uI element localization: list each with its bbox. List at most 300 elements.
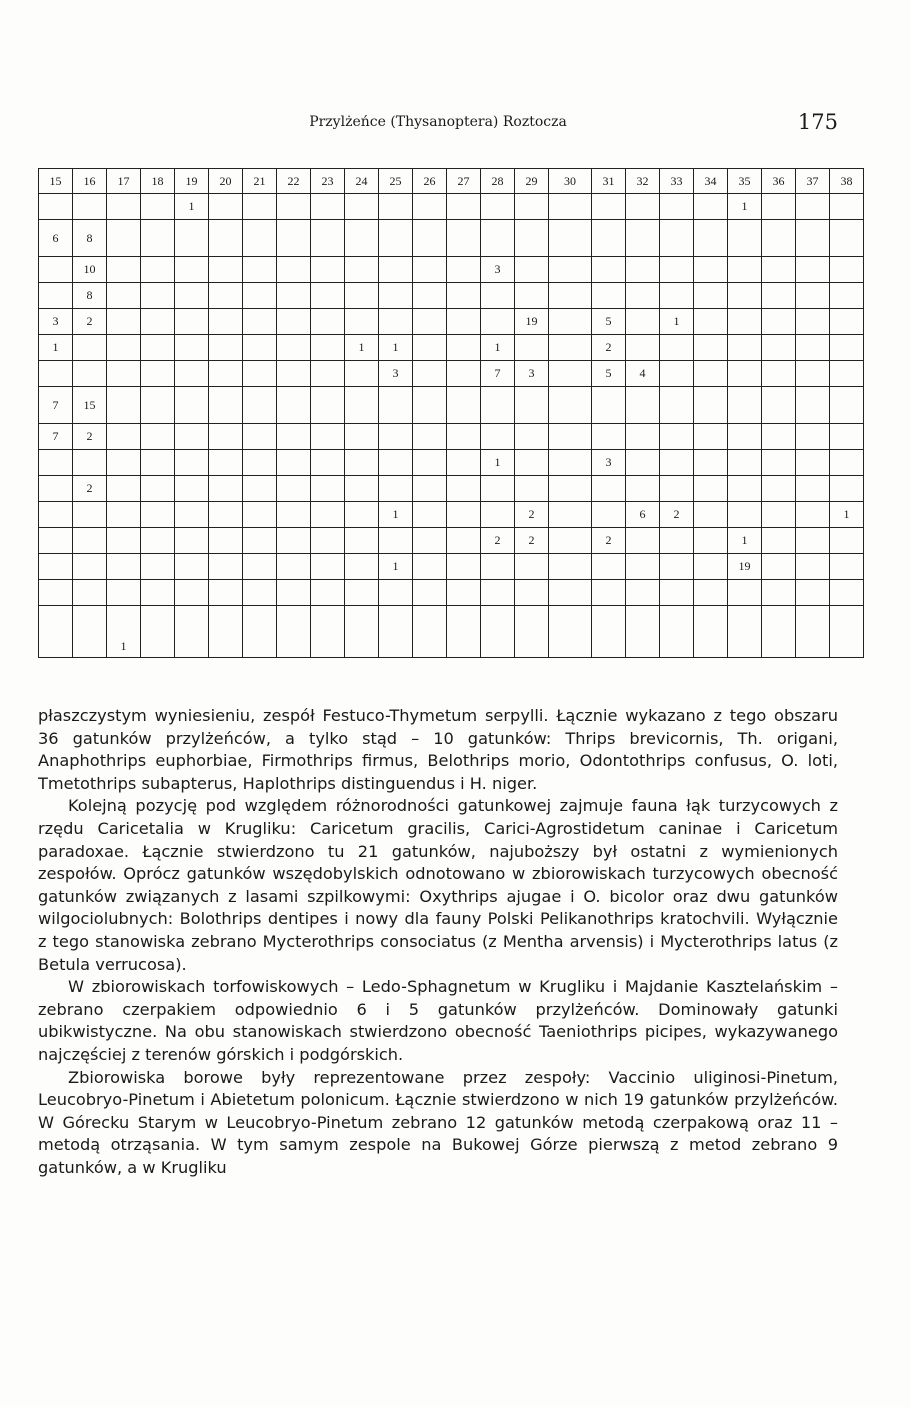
table-cell	[660, 528, 694, 554]
column-header: 24	[345, 169, 379, 194]
table-cell: 2	[592, 335, 626, 361]
table-cell: 10	[73, 257, 107, 283]
table-cell	[660, 257, 694, 283]
table-cell	[660, 424, 694, 450]
table-cell	[413, 257, 447, 283]
table-cell	[311, 528, 345, 554]
table-cell	[447, 450, 481, 476]
table-cell	[762, 361, 796, 387]
table-cell	[549, 580, 592, 606]
table-cell	[277, 257, 311, 283]
table-cell	[345, 220, 379, 257]
table-cell	[830, 387, 864, 424]
table-cell	[796, 309, 830, 335]
table-cell	[447, 424, 481, 450]
table-cell	[762, 554, 796, 580]
table-cell	[796, 580, 830, 606]
table-cell	[728, 424, 762, 450]
table-cell	[694, 554, 728, 580]
table-cell	[413, 606, 447, 658]
table-cell	[141, 283, 175, 309]
table-cell	[447, 580, 481, 606]
table-cell	[694, 257, 728, 283]
table-cell	[830, 450, 864, 476]
table-cell	[694, 283, 728, 309]
table-cell	[762, 283, 796, 309]
table-cell	[243, 194, 277, 220]
column-header: 18	[141, 169, 175, 194]
table-cell	[762, 476, 796, 502]
table-cell	[447, 194, 481, 220]
table-cell	[243, 450, 277, 476]
column-header: 22	[277, 169, 311, 194]
column-header: 34	[694, 169, 728, 194]
table-cell	[243, 361, 277, 387]
table-cell	[830, 476, 864, 502]
table-cell	[311, 257, 345, 283]
table-cell	[592, 283, 626, 309]
table-cell	[830, 528, 864, 554]
table-cell: 5	[592, 361, 626, 387]
table-cell	[549, 361, 592, 387]
table-cell	[830, 580, 864, 606]
table-cell	[549, 528, 592, 554]
table-cell	[39, 580, 73, 606]
table-cell	[515, 257, 549, 283]
table-cell	[694, 606, 728, 658]
table-cell	[243, 476, 277, 502]
table-cell	[447, 606, 481, 658]
table-cell	[660, 476, 694, 502]
table-cell	[796, 257, 830, 283]
table-cell: 1	[379, 335, 413, 361]
table-cell	[481, 580, 515, 606]
table-cell	[345, 309, 379, 335]
table-cell: 6	[626, 502, 660, 528]
table-cell: 1	[379, 554, 413, 580]
table-cell	[549, 554, 592, 580]
table-cell	[660, 450, 694, 476]
table-cell	[141, 476, 175, 502]
table-cell	[209, 361, 243, 387]
table-cell	[447, 554, 481, 580]
table-cell	[379, 424, 413, 450]
table-cell	[549, 309, 592, 335]
table-cell	[39, 361, 73, 387]
table-cell	[728, 309, 762, 335]
table-cell	[728, 580, 762, 606]
table-cell	[277, 554, 311, 580]
column-header: 19	[175, 169, 209, 194]
table-cell	[413, 424, 447, 450]
table-cell	[243, 580, 277, 606]
table-cell	[243, 606, 277, 658]
table-cell	[549, 194, 592, 220]
table-row	[39, 220, 864, 257]
table-cell: 2	[660, 502, 694, 528]
table-cell	[626, 424, 660, 450]
table-cell	[796, 476, 830, 502]
table-cell	[277, 283, 311, 309]
table-cell	[515, 335, 549, 361]
table-cell	[626, 309, 660, 335]
table-cell	[447, 257, 481, 283]
table-cell	[481, 220, 515, 257]
table-cell	[243, 283, 277, 309]
table-cell	[413, 309, 447, 335]
table-cell	[141, 580, 175, 606]
table-cell	[311, 502, 345, 528]
table-cell: 1	[379, 502, 413, 528]
table-cell	[413, 335, 447, 361]
table-row	[39, 580, 864, 606]
table-cell	[107, 476, 141, 502]
table-row	[39, 606, 864, 658]
table-cell	[592, 606, 626, 658]
table-cell	[379, 580, 413, 606]
table-cell	[345, 502, 379, 528]
column-header: 36	[762, 169, 796, 194]
table-cell	[209, 606, 243, 658]
table-cell: 8	[73, 220, 107, 257]
table-cell	[107, 335, 141, 361]
table-cell	[175, 220, 209, 257]
table-cell	[413, 528, 447, 554]
table-cell	[830, 361, 864, 387]
column-header: 27	[447, 169, 481, 194]
table-cell	[73, 361, 107, 387]
table-cell	[345, 424, 379, 450]
table-cell	[243, 257, 277, 283]
table-row	[39, 387, 864, 424]
table-cell: 2	[73, 309, 107, 335]
table-cell	[73, 450, 107, 476]
table-cell	[277, 606, 311, 658]
table-cell	[243, 387, 277, 424]
column-header: 25	[379, 169, 413, 194]
table-cell	[73, 580, 107, 606]
table-cell	[209, 309, 243, 335]
table-cell	[660, 335, 694, 361]
table-cell: 7	[39, 424, 73, 450]
table-cell	[141, 554, 175, 580]
table-cell	[107, 554, 141, 580]
table-cell	[345, 387, 379, 424]
table-header-row	[39, 169, 864, 194]
table-cell	[796, 528, 830, 554]
table-cell: 1	[728, 528, 762, 554]
table-cell	[796, 283, 830, 309]
table-cell	[277, 387, 311, 424]
table-cell	[413, 283, 447, 309]
table-cell	[830, 220, 864, 257]
table-cell	[728, 220, 762, 257]
table-cell	[175, 283, 209, 309]
table-cell	[796, 450, 830, 476]
table-cell: 1	[175, 194, 209, 220]
table-cell	[141, 387, 175, 424]
table-cell	[515, 283, 549, 309]
column-header: 29	[515, 169, 549, 194]
table-cell	[762, 387, 796, 424]
table-cell	[762, 528, 796, 554]
column-header: 33	[660, 169, 694, 194]
column-header: 15	[39, 169, 73, 194]
table-cell	[447, 387, 481, 424]
table-cell	[626, 554, 660, 580]
table-cell: 2	[481, 528, 515, 554]
table-cell: 3	[592, 450, 626, 476]
table-cell	[345, 257, 379, 283]
table-cell: 3	[515, 361, 549, 387]
table-cell	[481, 476, 515, 502]
table-cell: 1	[481, 335, 515, 361]
table-cell	[694, 424, 728, 450]
table-cell: 2	[73, 476, 107, 502]
table-cell	[141, 257, 175, 283]
table-cell	[379, 283, 413, 309]
table-cell	[175, 424, 209, 450]
table-cell	[694, 476, 728, 502]
table-cell	[728, 502, 762, 528]
table-cell	[107, 257, 141, 283]
table-cell	[311, 309, 345, 335]
table-cell	[243, 424, 277, 450]
table-row	[39, 424, 864, 450]
table-cell	[830, 554, 864, 580]
table-cell	[39, 502, 73, 528]
table-cell: 5	[592, 309, 626, 335]
table-cell	[796, 194, 830, 220]
table-cell	[796, 335, 830, 361]
table-cell	[175, 554, 209, 580]
table-cell: 1	[660, 309, 694, 335]
column-header: 32	[626, 169, 660, 194]
table-cell: 1	[345, 335, 379, 361]
table-cell: 2	[592, 528, 626, 554]
table-cell	[39, 450, 73, 476]
table-cell	[660, 361, 694, 387]
table-cell	[592, 476, 626, 502]
table-cell	[481, 387, 515, 424]
running-title: Przylżeńce (Thysanoptera) Roztocza	[309, 114, 567, 130]
table-cell	[694, 335, 728, 361]
table-cell	[141, 335, 175, 361]
table-row	[39, 528, 864, 554]
column-header: 26	[413, 169, 447, 194]
table-cell	[728, 283, 762, 309]
table-cell	[379, 257, 413, 283]
table-cell	[277, 361, 311, 387]
table-cell	[209, 424, 243, 450]
table-cell	[762, 424, 796, 450]
table-cell	[660, 220, 694, 257]
column-header: 17	[107, 169, 141, 194]
table-cell	[345, 283, 379, 309]
table-cell	[694, 220, 728, 257]
table-cell: 1	[39, 335, 73, 361]
table-cell	[762, 606, 796, 658]
table-cell	[311, 220, 345, 257]
table-cell	[141, 606, 175, 658]
table-cell	[830, 283, 864, 309]
table-cell	[311, 387, 345, 424]
table-cell	[830, 606, 864, 658]
table-cell	[209, 283, 243, 309]
table-cell	[728, 387, 762, 424]
table-cell	[626, 283, 660, 309]
table-cell	[141, 309, 175, 335]
table-row	[39, 554, 864, 580]
table-cell	[107, 283, 141, 309]
table-cell	[796, 424, 830, 450]
table-cell	[175, 450, 209, 476]
table-cell	[107, 387, 141, 424]
table-cell	[447, 361, 481, 387]
table-cell	[379, 450, 413, 476]
table-cell	[447, 220, 481, 257]
table-cell	[549, 220, 592, 257]
table-cell	[549, 502, 592, 528]
table-cell	[175, 309, 209, 335]
column-header: 23	[311, 169, 345, 194]
table-cell	[694, 580, 728, 606]
table-cell	[796, 554, 830, 580]
table-row	[39, 361, 864, 387]
paragraph-2: Kolejną pozycję pod względem różnorodności gatunkowej zajmuje fauna łąk turzycowych z rzędu Caricetalia w Krugliku: Caricetum gracilis, Carici-Agrostidetum caninae i Caricetum paradoxae. Łącznie stwierdzono tu 21 gatunków, najuboższy był ostatni z wymienionych zespołów. Oprócz gatunków wszędobylskich odnotowano w zbiorowiskach turzycowych obecność gatunków związanych z lasami szpilkowymi: Oxythrips ajugae i O. bicolor oraz dwu gatunków wilgociolubnych: Bolothrips dentipes i nowy dla fauny Polski Pelikanothrips kratochvili. Wyłącznie z tego stanowiska zebrano Mycterothrips consociatus (z Mentha arvensis) i Mycterothrips latus (z Betula verrucosa).	[38, 796, 838, 974]
table-cell	[694, 309, 728, 335]
table-cell	[175, 476, 209, 502]
table-cell	[379, 387, 413, 424]
table-cell: 1	[481, 450, 515, 476]
table-cell	[277, 424, 311, 450]
table-cell	[277, 450, 311, 476]
table-cell	[447, 283, 481, 309]
table-cell	[175, 387, 209, 424]
table-cell	[481, 502, 515, 528]
table-cell	[728, 361, 762, 387]
table-cell	[515, 424, 549, 450]
table-cell	[175, 502, 209, 528]
table-cell	[379, 309, 413, 335]
table-cell	[277, 220, 311, 257]
table-cell	[141, 220, 175, 257]
table-cell	[243, 309, 277, 335]
table-cell	[107, 528, 141, 554]
table-cell	[728, 606, 762, 658]
table-cell	[660, 387, 694, 424]
table-cell: 2	[515, 502, 549, 528]
page-header	[38, 110, 838, 138]
table-cell	[277, 580, 311, 606]
table-cell	[345, 580, 379, 606]
table-cell	[175, 335, 209, 361]
table-cell	[39, 606, 73, 658]
table-cell	[762, 194, 796, 220]
table-cell	[447, 528, 481, 554]
table-cell	[141, 502, 175, 528]
table-cell	[141, 361, 175, 387]
table-cell	[345, 554, 379, 580]
table-cell	[209, 450, 243, 476]
table-cell	[107, 580, 141, 606]
table-cell	[728, 450, 762, 476]
table-cell	[141, 194, 175, 220]
table-cell	[107, 450, 141, 476]
table-cell	[73, 606, 107, 658]
table-cell: 4	[626, 361, 660, 387]
column-header: 21	[243, 169, 277, 194]
page-number: 175	[797, 110, 838, 134]
table-cell	[830, 194, 864, 220]
table-cell	[39, 476, 73, 502]
table-cell	[592, 554, 626, 580]
table-cell	[73, 528, 107, 554]
table-cell	[762, 502, 796, 528]
table-cell	[447, 309, 481, 335]
table-cell	[694, 528, 728, 554]
table-cell	[413, 450, 447, 476]
table-cell	[447, 502, 481, 528]
table-cell	[345, 361, 379, 387]
table-cell	[626, 220, 660, 257]
table-row	[39, 283, 864, 309]
table-cell	[515, 387, 549, 424]
table-cell	[243, 502, 277, 528]
table-cell	[626, 476, 660, 502]
data-table	[38, 168, 864, 658]
table-cell	[762, 257, 796, 283]
table-cell: 7	[39, 387, 73, 424]
table-cell	[796, 502, 830, 528]
table-cell	[660, 283, 694, 309]
table-cell	[243, 554, 277, 580]
column-header: 37	[796, 169, 830, 194]
paragraph-3: W zbiorowiskach torfowiskowych – Ledo-Sphagnetum w Krugliku i Majdanie Kasztelańskim – zebrano czerpakiem odpowiednio 6 i 5 gatunków przylżeńców. Dominowały gatunki ubikwistyczne. Na obu stanowiskach stwierdzono obecność Taeniothrips picipes, wykazywanego najczęściej z terenów górskich i podgórskich.	[38, 977, 838, 1064]
table-cell	[728, 476, 762, 502]
table-cell	[311, 606, 345, 658]
table-cell	[796, 387, 830, 424]
table-cell	[175, 257, 209, 283]
table-cell	[481, 424, 515, 450]
table-cell	[243, 335, 277, 361]
table-cell	[447, 335, 481, 361]
table-cell: 1	[830, 502, 864, 528]
table-cell	[796, 361, 830, 387]
table-cell	[481, 283, 515, 309]
table-cell	[73, 554, 107, 580]
table-cell	[762, 220, 796, 257]
table-cell	[413, 361, 447, 387]
table-cell: 19	[728, 554, 762, 580]
table-cell	[830, 335, 864, 361]
table-cell	[762, 450, 796, 476]
table-cell	[626, 450, 660, 476]
table-cell	[626, 257, 660, 283]
table-cell	[549, 424, 592, 450]
table-cell	[107, 194, 141, 220]
table-cell	[762, 335, 796, 361]
column-header: 35	[728, 169, 762, 194]
table-cell	[73, 335, 107, 361]
table-cell	[345, 606, 379, 658]
table-cell: 3	[379, 361, 413, 387]
table-row	[39, 309, 864, 335]
table-cell	[626, 387, 660, 424]
column-header: 30	[549, 169, 592, 194]
table-cell: 3	[39, 309, 73, 335]
table-cell	[762, 309, 796, 335]
